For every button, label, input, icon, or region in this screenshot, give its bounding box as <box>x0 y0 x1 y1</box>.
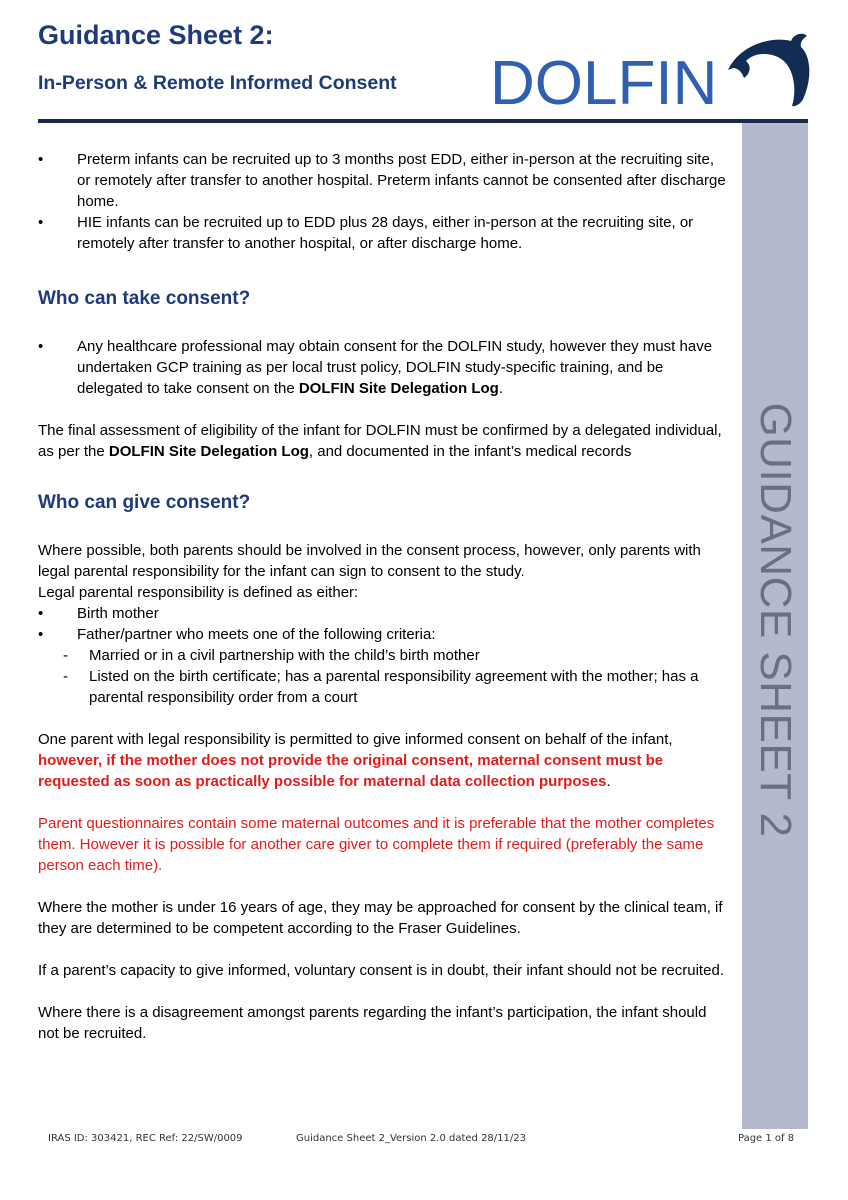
take-consent-bullets <box>38 336 728 399</box>
questionnaire-note: Parent questionnaires contain some maternal outcomes and it is preferable that the mother completes them. However it is possible for another care giver to complete them if required (preferably the same person each time). <box>38 815 715 874</box>
list-item: • Father/partner who meets one of the following criteria: <box>38 624 728 645</box>
text-run: One parent with legal responsibility is permitted to give informed consent on behalf of the infant, <box>38 731 673 748</box>
text-run: The final assessment of eligibility of the infant for DOLFIN must be confirmed by a delegated individual, as per the <box>38 422 722 460</box>
paragraph: Where there is a disagreement amongst parents regarding the infant’s participation, the infant should not be recruited. <box>38 1004 707 1042</box>
dolphin-icon <box>728 34 809 106</box>
list-item <box>38 336 728 399</box>
section-heading-give-consent: Who can give consent? <box>38 492 251 513</box>
footer-version: Guidance Sheet 2_Version 2.0 dated 28/11/23 <box>296 1133 526 1144</box>
paragraph: If a parent’s capacity to give informed, voluntary consent is in doubt, their infant should not be recruited. <box>38 962 724 979</box>
text-run: Any healthcare professional may obtain consent for the DOLFIN study, however they must have undertaken GCP training as per local trust policy, DOLFIN study-specific training, and be delegated to take consent on the <box>77 338 713 397</box>
text-run: . <box>498 380 504 397</box>
footer-page: Page 1 of 8 <box>738 1133 795 1144</box>
text-run: . <box>606 773 611 790</box>
list-item: - Married or in a civil partnership with the child’s birth mother <box>38 645 728 666</box>
list-item: • Preterm infants can be recruited up to 3 months post EDD, either in-person at the recruiting site, or remotely after transfer to another hospital. Preterm infants cannot be consented after discharge home. <box>38 149 728 212</box>
criteria-list <box>38 645 728 708</box>
parent-bullets <box>38 603 728 645</box>
list-item: • Birth mother <box>38 603 728 624</box>
bold-text: DOLFIN Site Delegation Log <box>298 380 499 397</box>
page-title: Guidance Sheet 2: <box>38 20 274 50</box>
list-item: • HIE infants can be recruited up to EDD plus 28 days, either in-person at the recruiting site, or remotely after transfer to another hospital, or after discharge home. <box>38 212 728 254</box>
paragraph: Legal parental responsibility is defined as either: <box>38 584 359 601</box>
list-item: - Listed on the birth certificate; has a parental responsibility agreement with the mother; has a parental responsibility order from a court <box>38 666 728 708</box>
one-parent-paragraph <box>38 729 728 792</box>
eligibility-paragraph <box>38 420 728 462</box>
paragraph: Where possible, both parents should be involved in the consent process, however, only parents with legal parental responsibility for the infant can sign to consent to the study. <box>38 542 701 580</box>
document-body <box>38 149 728 1044</box>
paragraph: Where the mother is under 16 years of age, they may be approached for consent by the clinical team, if they are determined to be competent according to the Fraser Guidelines. <box>38 899 723 937</box>
side-label: GUIDANCE SHEET 2 <box>751 402 800 838</box>
intro-bullets <box>38 149 728 254</box>
maternal-consent-warning: however, if the mother does not provide the original consent, maternal consent must be requested as soon as practically possible for maternal data collection purposes <box>38 752 664 790</box>
page-subtitle: In-Person & Remote Informed Consent <box>38 72 397 94</box>
header-rule <box>38 119 808 123</box>
footer-ref: IRAS ID: 303421, REC Ref: 22/SW/0009 <box>48 1133 243 1144</box>
logo-text: DOLFIN <box>490 49 718 112</box>
text-run: , and documented in the infant’s medical records <box>308 443 632 460</box>
section-heading-take-consent: Who can take consent? <box>38 288 251 309</box>
bold-text: DOLFIN Site Delegation Log <box>108 443 309 460</box>
dolfin-logo <box>488 30 813 112</box>
